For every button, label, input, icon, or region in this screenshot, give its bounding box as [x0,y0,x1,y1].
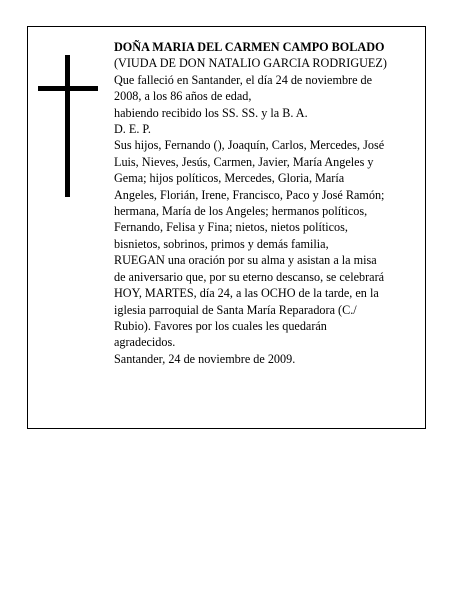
notice-line: iglesia parroquial de Santa María Reparadora (C./ [114,302,357,317]
notice-line: RUEGAN una oración por su alma y asistan a la misa [114,253,377,268]
notice-line: bisnietos, sobrinos, primos y demás familia, [114,236,329,251]
notice-line: Luis, Nieves, Jesús, Carmen, Javier, María Angeles y [114,154,374,169]
notice-line: de aniversario que, por su eterno descanso, se celebrará [114,269,385,284]
notice-line: hermana, María de los Angeles; hermanos políticos, [114,204,368,219]
notice-line: Que falleció en Santander, el día 24 de noviembre de [114,72,373,87]
cross-vertical-bar [65,55,70,197]
notice-line: Angeles, Florián, Irene, Francisco, Paco y José Ramón; [114,187,385,202]
deceased-name: DOÑA MARIA DEL CARMEN CAMPO BOLADO [114,40,385,54]
notice-line: Gema; hijos políticos, Mercedes, Gloria, María [114,171,345,186]
notice-body [114,39,424,367]
cross-icon [38,55,98,197]
notice-line: habiendo recibido los SS. SS. y la B. A. [114,105,308,120]
notice-line: agradecidos. [114,335,176,350]
cross-horizontal-bar [38,86,98,91]
notice-line: 2008, a los 86 años de edad, [114,89,252,104]
dep-line: D. E. P. [114,122,151,137]
notice-line: HOY, MARTES, día 24, a las OCHO de la tarde, en la [114,286,379,301]
notice-line: Fernando, Felisa y Fina; nietos, nietos políticos, [114,220,348,235]
notice-line: Rubio). Favores por los cuales les quedarán [114,318,327,333]
notice-date-line: Santander, 24 de noviembre de 2009. [114,351,296,366]
widow-of-line: (VIUDA DE DON NATALIO GARCIA RODRIGUEZ) [114,56,387,71]
notice-line: Sus hijos, Fernando (), Joaquín, Carlos, Mercedes, José [114,138,385,153]
